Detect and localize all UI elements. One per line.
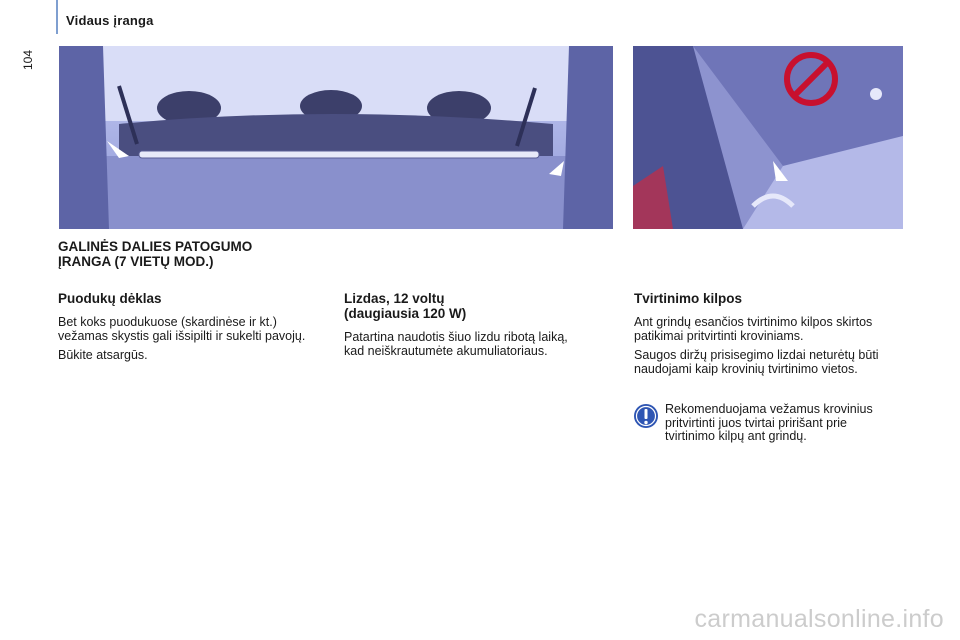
main-title-line-2: ĮRANGA (7 VIETŲ MOD.) [58,254,214,269]
tie-down-photo [633,46,903,229]
cupholder-heading: Puodukų dėklas [58,291,162,306]
tie-down-paragraph-1: Ant grindų esančios tvirtinimo kilpos skirtos patikimai pritvirtinti kroviniams. [634,315,873,343]
socket-paragraph-1: Patartina naudotis šiuo lizdu ribotą laiką, kad neiškrautumėte akumuliatoriaus. [344,330,568,358]
socket-heading-line-1: Lizdas, 12 voltų [344,291,445,306]
trunk-illustration [59,46,613,229]
trunk-photo [59,46,613,229]
tie-down-heading: Tvirtinimo kilpos [634,291,743,306]
main-title [58,239,358,269]
tie-down-illustration [633,46,903,229]
tie-down-section [634,291,904,382]
main-title-line-1: GALINĖS DALIES PATOGUMO [58,239,253,254]
cupholder-paragraph-2: Būkite atsargūs. [58,348,148,362]
watermark: carmanualsonline.info [694,605,944,633]
notice-text: Rekomenduojama vežamus krovinius pritvirtinti juos tvirtai pririšant prie tvirtinimo kilpų ant grindų. [665,402,873,443]
section-title: Vidaus įranga [66,13,154,28]
page-number: 104 [21,49,35,70]
warning-exclamation-icon [633,403,659,429]
socket-heading-line-2: (daugiausia 120 W) [344,306,467,321]
tie-down-paragraph-2: Saugos diržų prisisegimo lizdai neturėtų būti naudojami kaip krovinių tvirtinimo vietos. [634,348,879,376]
cupholder-section [58,291,318,369]
section-accent-bar [56,0,58,34]
socket-section [344,291,584,364]
cupholder-paragraph-1: Bet koks puodukuose (skardinėse ir kt.) vežamas skystis gali išsipilti ir sukelti pavojų. [58,315,306,343]
